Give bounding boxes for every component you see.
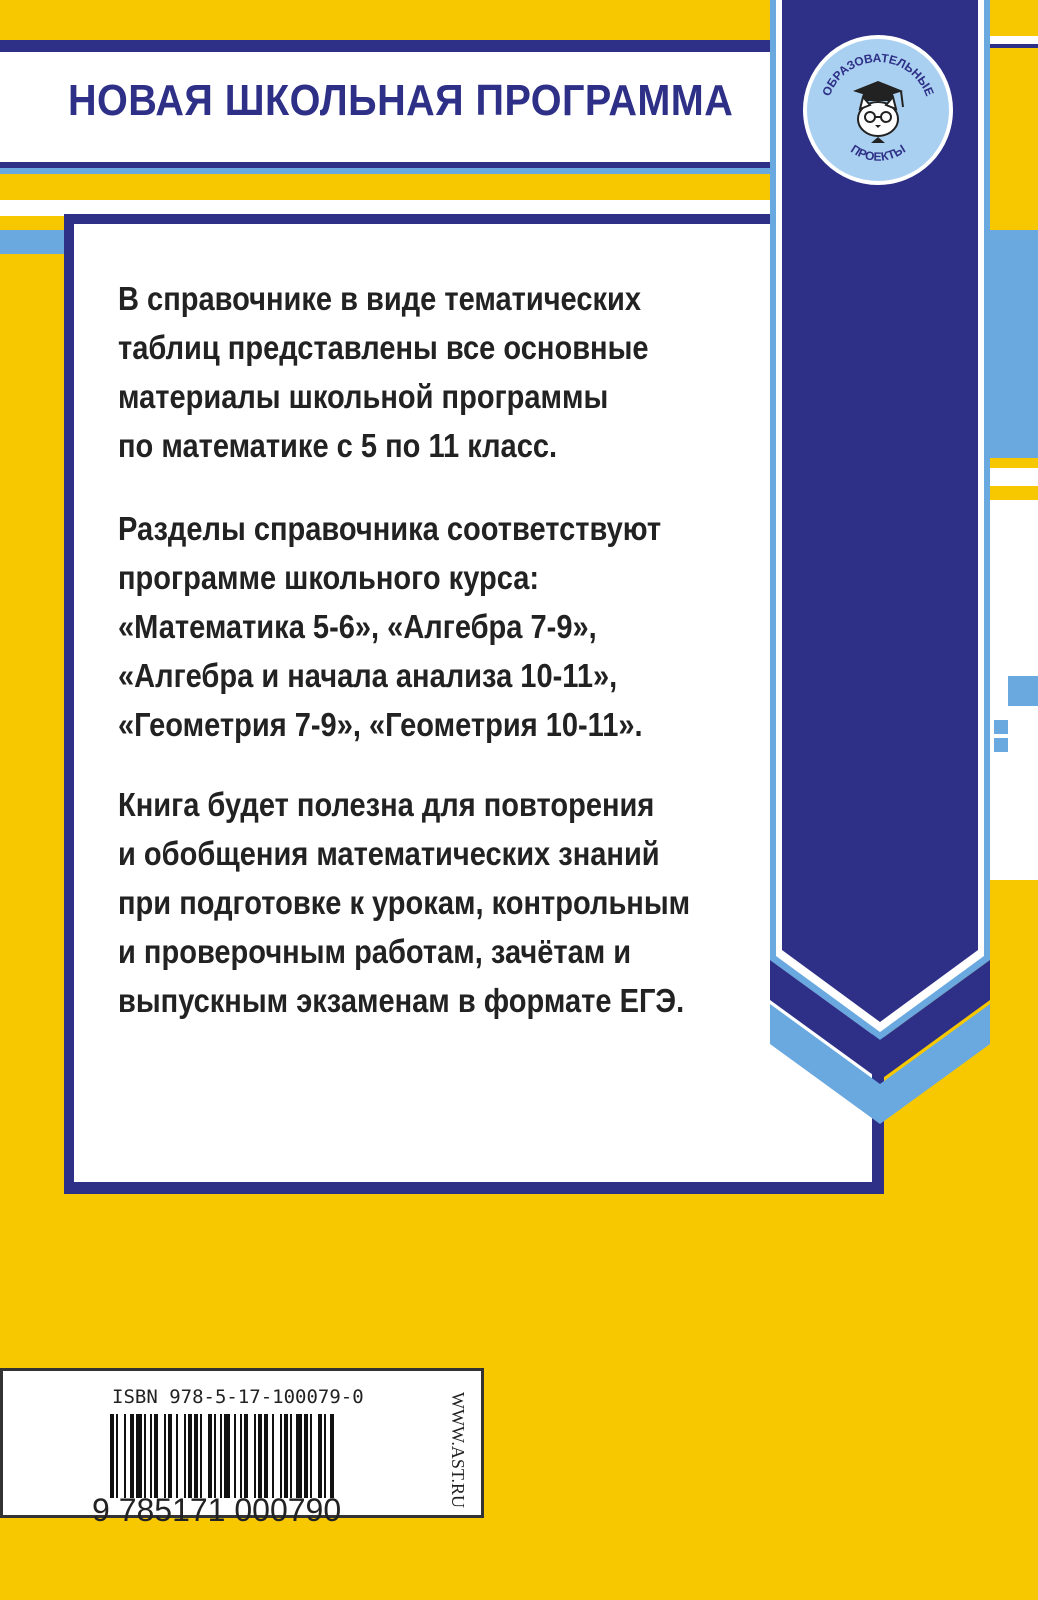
pixel-square-1 <box>1008 676 1038 706</box>
publisher-website <box>444 1388 474 1508</box>
text-line: таблиц представлены все основные <box>118 329 649 366</box>
stripe-light-1 <box>0 168 780 174</box>
text-line: Книга будет полезна для повторения <box>118 786 655 823</box>
text-line: «Математика 5-6», «Алгебра 7-9», <box>118 608 597 645</box>
barcode-bar <box>254 1414 256 1498</box>
stripe-light-2 <box>0 230 64 254</box>
barcode-bar <box>264 1414 268 1498</box>
barcode-bar <box>214 1414 216 1498</box>
barcode-bar <box>188 1414 192 1498</box>
barcode-bar <box>194 1414 198 1498</box>
barcode-bar <box>258 1414 262 1498</box>
barcode-bar <box>144 1414 146 1498</box>
text-line: выпускным экзаменам в формате ЕГЭ. <box>118 982 685 1019</box>
text-line: В справочнике в виде тематических <box>118 280 642 317</box>
stripe-right-white <box>990 468 1038 486</box>
paragraph-2 <box>118 504 661 749</box>
barcode-bar <box>330 1414 334 1498</box>
barcode-bar <box>310 1414 312 1498</box>
barcode-bar <box>164 1414 166 1498</box>
barcode-bar <box>280 1414 282 1498</box>
text-line: Разделы справочника соответствуют <box>118 510 662 547</box>
barcode-bar <box>304 1414 308 1498</box>
barcode-bar <box>184 1414 186 1498</box>
barcode-bar <box>200 1414 202 1498</box>
isbn-number: ISBN 978-5-17-100079-0 <box>112 1386 364 1408</box>
pixel-square-2 <box>994 720 1008 734</box>
series-title: НОВАЯ ШКОЛЬНАЯ ПРОГРАММА <box>68 76 734 125</box>
barcode-bar <box>110 1414 114 1498</box>
text-line: при подготовке к урокам, контрольным <box>118 884 691 921</box>
barcode-bar <box>150 1414 152 1498</box>
text-line: программе школьного курса: <box>118 559 540 596</box>
barcode-bar <box>324 1414 326 1498</box>
text-line: и проверочным работам, зачётам и <box>118 933 632 970</box>
barcode-bar <box>130 1414 134 1498</box>
barcode-bar <box>272 1414 274 1498</box>
text-line: по математике с 5 по 11 класс. <box>118 427 558 464</box>
logo-bottom-text: ПРОЕКТЫ <box>848 141 908 164</box>
barcode-bar <box>224 1414 230 1498</box>
barcode-bar <box>136 1414 142 1498</box>
barcode-bar <box>168 1414 172 1498</box>
text-line: «Геометрия 7-9», «Геометрия 10-11». <box>118 706 643 743</box>
barcode-image <box>110 1414 410 1498</box>
barcode-bar <box>290 1414 292 1498</box>
barcode-bar <box>154 1414 158 1498</box>
pixel-square-3 <box>994 738 1008 752</box>
text-line: «Алгебра и начала анализа 10-11», <box>118 657 618 694</box>
cat-graduate-icon <box>807 39 949 181</box>
barcode-bar <box>284 1414 288 1498</box>
text-line: материалы школьной программы <box>118 378 609 415</box>
barcode-bar <box>124 1414 126 1498</box>
barcode-bar <box>116 1414 118 1498</box>
barcode-bar <box>318 1414 322 1498</box>
barcode-bar <box>240 1414 242 1498</box>
barcode-digits: 9 785171 000790 <box>92 1492 342 1528</box>
paragraph-3 <box>118 780 690 1025</box>
barcode-bar <box>176 1414 178 1498</box>
barcode-bar <box>296 1414 302 1498</box>
svg-text:ПРОЕКТЫ <box>848 142 908 164</box>
logo-top-text: ОБРАЗОВАТЕЛЬНЫЕ <box>819 50 937 99</box>
text-line: и обобщения математических знаний <box>118 835 660 872</box>
website-text: WWW.AST.RU <box>448 1392 468 1508</box>
paragraph-1 <box>118 274 649 470</box>
barcode-bar <box>208 1414 212 1498</box>
barcode-bar <box>220 1414 222 1498</box>
stripe-right-light <box>990 230 1038 458</box>
stripe-white-right-1 <box>990 36 1038 44</box>
publisher-logo <box>803 35 953 185</box>
stripe-blue-right-1 <box>990 44 1038 48</box>
barcode-bar <box>244 1414 248 1498</box>
barcode-bar <box>234 1414 236 1498</box>
